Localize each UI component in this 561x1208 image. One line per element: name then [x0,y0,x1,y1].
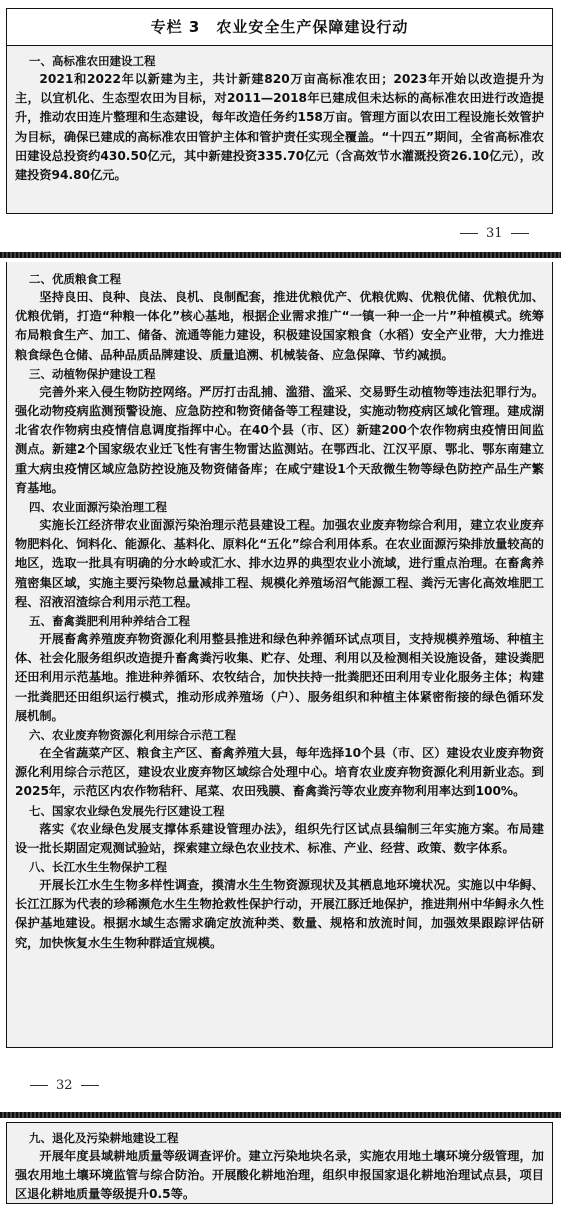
section-text: 坚持良田、良种、良法、良机、良制配套，推进优粮优产、优粮优购、优粮优储、优粮优加、优粮优销，打造“种粮一体化”核心基地，根据企业需求推广“一镇一种一企一片”种植模式。统筹布局粮食生产、加工、储备、流通等能力建设，积极建设国家粮食（水稻）安全产业带，大力推进粮食绿色仓储、品种品质品牌建设、质量追溯、机械装备、应急保障、节约减损。 [15,290,544,362]
page-separator [0,1112,561,1118]
section-text: 开展畜禽养殖废弃物资源化利用整县推进和绿色种养循环试点项目，支持规模养殖场、种植主体、社会化服务组织改造提升畜禽粪污收集、贮存、处理、利用以及检测相关设施设备，建设粪肥还田利用示范基地。推进种养循环、农牧结合，加快扶持一批粪肥还田利用专业化服务主体；构建一批粪肥还田组织运行模式，推动形成养殖场（户）、服务组织和种植主体紧密衔接的绿色循环发展机制。 [15,632,544,723]
section-4 [7,498,552,612]
page-separator [0,252,561,258]
section-text: 在全省蔬菜产区、粮食主产区、畜禽养殖大县，每年选择10个县（市、区）建设农业废弃物资源化利用综合示范区，建设农业废弃物区域综合处理中心。培育农业废弃物资源化利用新业态。到2025年，示范区内农作物秸秆、尾菜、农田残膜、畜禽粪污等农业废弃物利用率达到100%。 [15,746,544,799]
section-text: 开展年度县域耕地质量等级调查评价。建立污染地块名录，实施农用地土壤环境分级管理，加强农用地土壤环境监管与综合防治。开展酸化耕地治理，组织申报国家退化耕地治理试点县，项目区退化耕地质量等级提升0.5等。 [15,1149,544,1202]
section-text: 2021和2022年以新建为主，共计新建820万亩高标准农田；2023年开始以改造提升为主，以宜机化、生态型农田为目标，对2011—2018年已建成但未达标的高标准农田进行改造提升，推动农田连片整理和生态建设，每年改造任务约158万亩。管理方面以农田工程设施长效管护为目标，确保已建成的高标准农田管护主体和管护责任实现全覆盖。“十四五”期间，全省高标准农田建设总投资约430.50亿元，其中新建投资335.70亿元（含高效节水灌溉投资26.10亿元），改建投资94.80亿元。 [15,72,544,183]
section-title: 六、农业废弃物资源化利用综合示范工程 [29,728,236,743]
page-dash [511,233,529,234]
section-title: 九、退化及污染耕地建设工程 [29,1131,179,1145]
page-dash [460,233,478,234]
section-5 [7,612,552,726]
section-title: 二、优质粮食工程 [29,272,121,286]
section-title: 三、动植物保护建设工程 [29,366,156,381]
section-3 [7,365,552,498]
section-7 [7,802,552,858]
section-text: 完善外来入侵生物防控网络。严厉打击乱捕、滥猎、滥采、交易野生动植物等违法犯罪行为。强化动物疫病监测预警设施、应急防控和物资储备等工程建设，实施动物疫病区域化管理。建成湖北省农作物病虫疫情信息调度指挥中心。在40个县（市、区）新建200个农作物病虫疫情田间监测点。新建2个国家级农业迁飞性有害生物雷达监测站。在鄂西北、江汉平原、鄂北、鄂东南建立重大病虫疫情区域应急防控设施及物资储备库；在咸宁建设1个天敌微生物等绿色防控产品生产繁育基地。 [15,384,544,495]
column-title: 专栏 3 农业安全生产保障建设行动 [7,9,552,46]
section-title: 四、农业面源污染治理工程 [29,500,167,515]
page-dash [30,1085,48,1086]
page-number-31 [452,226,537,241]
section-1 [7,46,552,185]
section-8 [7,858,552,953]
section-6 [7,726,552,802]
section-text: 开展长江水生生物多样性调查，摸清水生生物资源现状及其栖息地环境状况。实施以中华鲟、长江江豚为代表的珍稀濒危水生生物抢救性保护行动，开展江豚迁地保护，推进荆州中华鲟永久性保护基地建设。根据水域生态需求确定放流种类、数量、规格和放流时间，加强效果跟踪评估研究，加快恢复水生生物种群适宜规模。 [15,878,544,950]
section-title: 七、国家农业绿色发展先行区建设工程 [29,803,225,818]
page-dash [81,1085,99,1086]
section-9 [7,1123,552,1205]
page-number-text: 32 [56,1078,73,1093]
section-text: 实施长江经济带农业面源污染治理示范县建设工程。加强农业废弃物综合利用，建立农业废弃物肥料化、饲料化、能源化、基料化、原料化“五化”综合利用体系。在农业面源污染排放量较高的地区，选取一批具有明确的分水岭或汇水、排水边界的典型农业小流域，进行重点治理。在畜禽养殖密集区域，实施主要污染物总量减排工程、规模化养殖场沼气能源工程、粪污无害化高效堆肥工程、沼液沼渣综合利用示范工程。 [15,518,544,609]
section-2 [7,262,552,365]
section-text: 落实《农业绿色发展支撑体系建设管理办法》，组织先行区试点县编制三年实施方案。布局建设一批长期固定观测试验站，探索建立绿色农业技术、标准、产业、经营、政策、数字体系。 [15,821,544,855]
column-box-page-32 [6,262,553,1048]
section-title: 五、畜禽粪肥利用种养结合工程 [29,614,190,629]
page-number-32 [22,1078,107,1093]
section-title: 八、长江水生生物保护工程 [29,860,167,875]
page-number-text: 31 [486,226,503,241]
section-title: 一、高标准农田建设工程 [29,54,156,68]
column-box-page-31 [6,8,553,214]
column-box-page-33 [6,1122,553,1204]
